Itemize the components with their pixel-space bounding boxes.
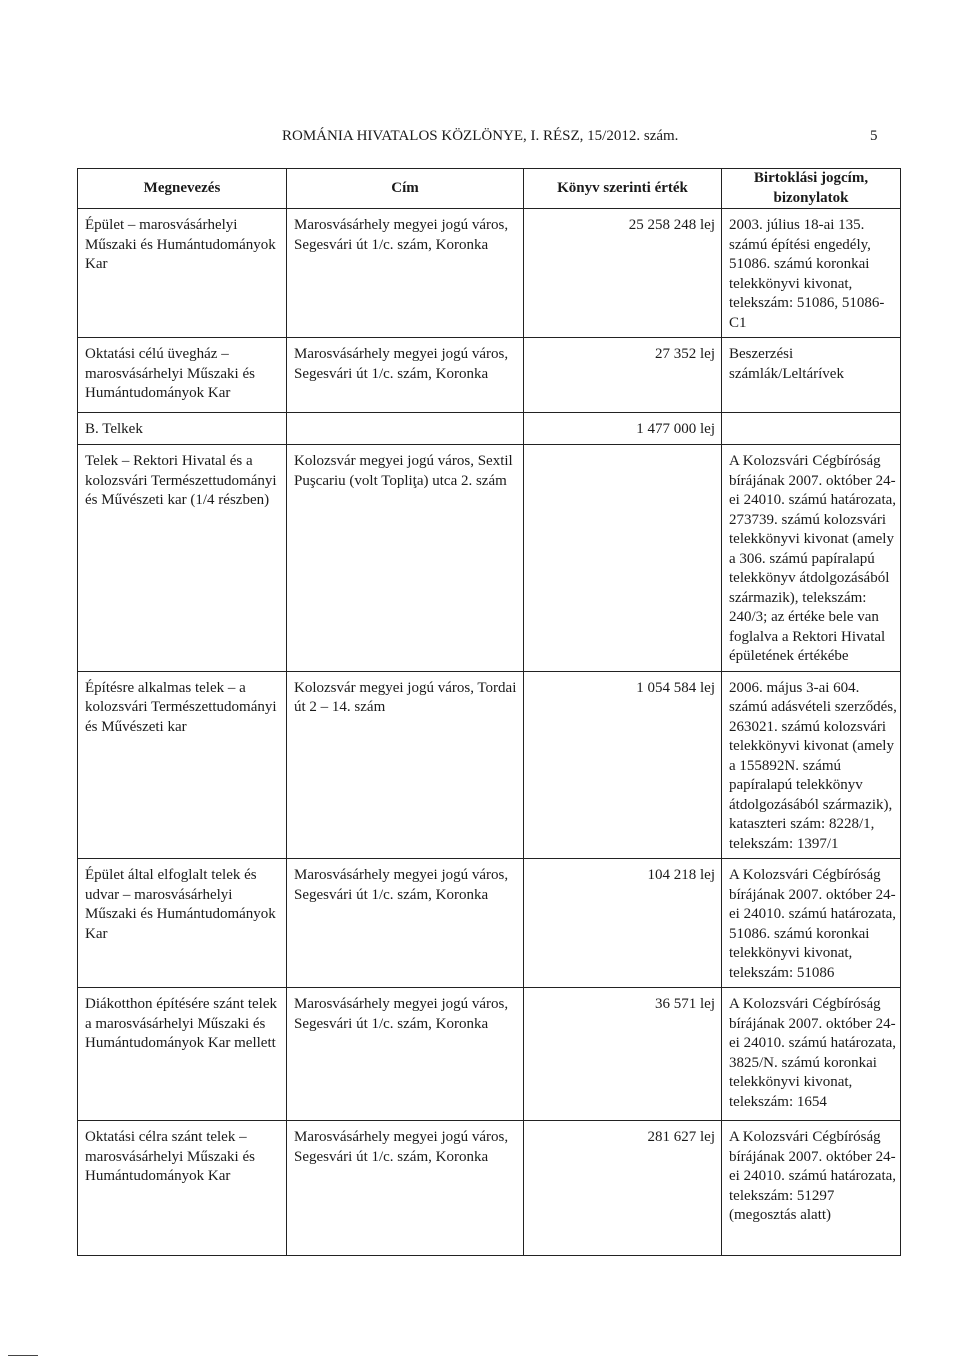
table-row: [78, 1121, 901, 1256]
column-header-value: Könyv szerinti érték: [524, 169, 722, 209]
table-header-row: [78, 169, 901, 209]
cell-value: 1 054 584 lej: [524, 671, 722, 859]
table-row: [78, 859, 901, 988]
cell-value: 1 477 000 lej: [524, 413, 722, 445]
cell-address: Marosvásárhely megyei jogú város, Segesvári út 1/c. szám, Koronka: [287, 988, 524, 1121]
cell-name: Diákotthon építésére szánt telek a marosvásárhelyi Műszaki és Humántudományok Kar mellett: [78, 988, 287, 1121]
cell-address: Kolozsvár megyei jogú város, Tordai út 2 – 14. szám: [287, 671, 524, 859]
table-row: [78, 988, 901, 1121]
cell-title: A Kolozsvári Cégbíróság bírájának 2007. október 24-ei 24010. számú határozata, telekszám: 51297 (megosztás alatt): [722, 1121, 901, 1256]
cell-value: 281 627 lej: [524, 1121, 722, 1256]
cell-name: Oktatási célú üvegház – marosvásárhelyi Műszaki és Humántudományok Kar: [78, 338, 287, 413]
cell-value: 104 218 lej: [524, 859, 722, 988]
cell-address: Kolozsvár megyei jogú város, Sextil Puşcariu (volt Topliţa) utca 2. szám: [287, 445, 524, 672]
column-header-title: Birtoklási jogcím, bizonylatok: [722, 169, 901, 209]
cell-title: A Kolozsvári Cégbíróság bírájának 2007. október 24-ei 24010. számú határozata, 273739. számú kolozsvári telekkönyvi kivonat (amely a 306. számú papíralapú telekkönyv átdolgozásából származik), telekszám: 240/3; az értéke bele van foglalva a Rektori Hivatal épületének értékébe: [722, 445, 901, 672]
cell-name: Oktatási célra szánt telek – marosvásárhelyi Műszaki és Humántudományok Kar: [78, 1121, 287, 1256]
cell-title: Beszerzési számlák/Leltárívek: [722, 338, 901, 413]
footnote-rule: [8, 1355, 38, 1356]
cell-value: [524, 445, 722, 672]
cell-address: Marosvásárhely megyei jogú város, Segesvári út 1/c. szám, Koronka: [287, 338, 524, 413]
property-table: [77, 168, 901, 1256]
column-header-address: Cím: [287, 169, 524, 209]
cell-address: Marosvásárhely megyei jogú város, Segesvári út 1/c. szám, Koronka: [287, 859, 524, 988]
cell-value: 36 571 lej: [524, 988, 722, 1121]
page-number: 5: [870, 128, 878, 144]
cell-value: 27 352 lej: [524, 338, 722, 413]
cell-name: Épület által elfoglalt telek és udvar – marosvásárhelyi Műszaki és Humántudományok Kar: [78, 859, 287, 988]
table-row: [78, 338, 901, 413]
cell-name: Telek – Rektori Hivatal és a kolozsvári Természettudományi és Művészeti kar (1/4 részben): [78, 445, 287, 672]
gazette-title: ROMÁNIA HIVATALOS KÖZLÖNYE, I. RÉSZ, 15/2012. szám.: [282, 128, 679, 144]
cell-title: A Kolozsvári Cégbíróság bírájának 2007. október 24-ei 24010. számú határozata, 51086. számú koronkai telekkönyvi kivonat, telekszám: 51086: [722, 859, 901, 988]
page-header: [0, 128, 960, 148]
column-header-name: Megnevezés: [78, 169, 287, 209]
cell-address: Marosvásárhely megyei jogú város, Segesvári út 1/c. szám, Koronka: [287, 1121, 524, 1256]
cell-title: A Kolozsvári Cégbíróság bírájának 2007. október 24-ei 24010. számú határozata, 3825/N. számú koronkai telekkönyvi kivonat, telekszám: 1654: [722, 988, 901, 1121]
cell-address: Marosvásárhely megyei jogú város, Segesvári út 1/c. szám, Koronka: [287, 209, 524, 338]
table-row: [78, 671, 901, 859]
table-row: [78, 209, 901, 338]
cell-name: Építésre alkalmas telek – a kolozsvári Természettudományi és Művészeti kar: [78, 671, 287, 859]
cell-name: B. Telkek: [78, 413, 287, 445]
cell-title: 2003. július 18-ai 135. számú építési engedély, 51086. számú koronkai telekkönyvi kivonat, telekszám: 51086, 51086-C1: [722, 209, 901, 338]
cell-name: Épület – marosvásárhelyi Műszaki és Humántudományok Kar: [78, 209, 287, 338]
cell-value: 25 258 248 lej: [524, 209, 722, 338]
table-row: [78, 413, 901, 445]
table-row: [78, 445, 901, 672]
cell-title: [722, 413, 901, 445]
cell-title: 2006. május 3-ai 604. számú adásvételi szerződés, 263021. számú kolozsvári telekkönyvi kivonat (amely a 155892N. számú papíralapú telekkönyv átdolgozásából származik), kataszteri szám: 8228/1, telekszám: 1397/1: [722, 671, 901, 859]
cell-address: [287, 413, 524, 445]
